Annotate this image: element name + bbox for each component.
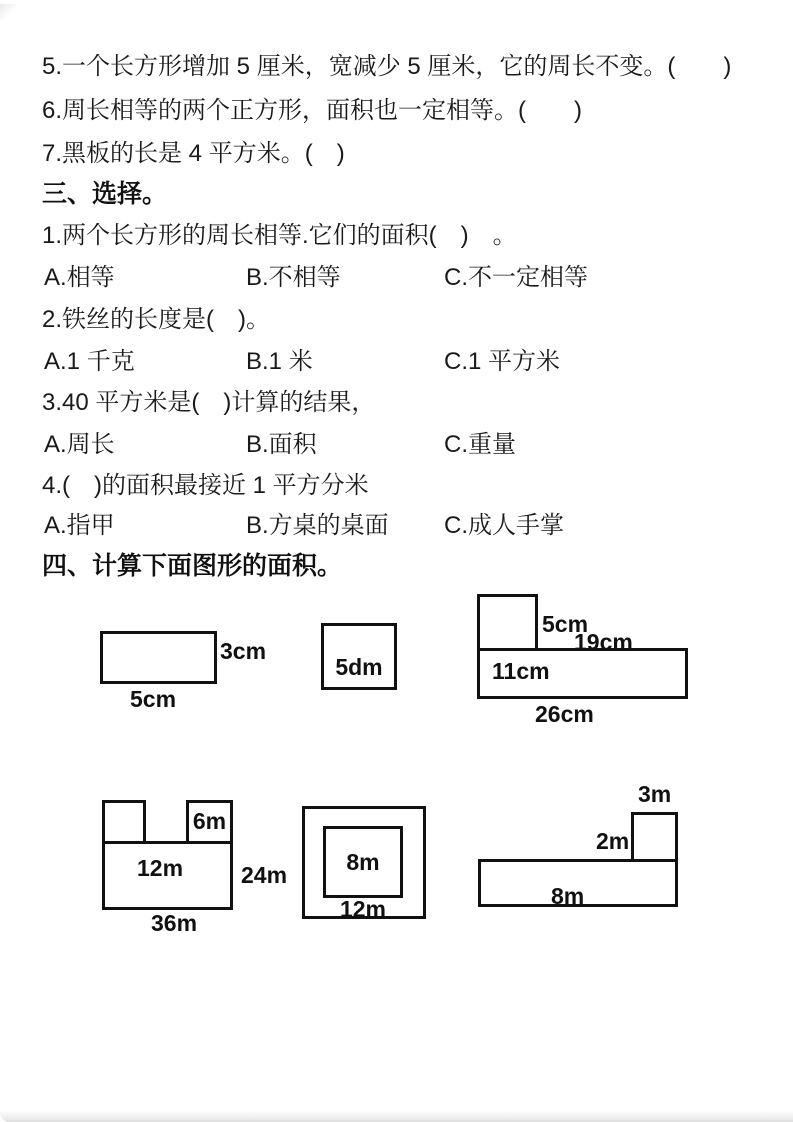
mc-question-2-options bbox=[44, 347, 764, 377]
page-edge-shadow bbox=[0, 1110, 793, 1122]
figure6-side-label: 2m bbox=[596, 828, 630, 854]
figure5-inner-width-label: 12m bbox=[339, 896, 387, 922]
option-a: A.1 千克 bbox=[44, 348, 135, 375]
mc-question-1: 1.两个长方形的周长相等.它们的面积( ) 。 bbox=[42, 222, 517, 249]
figure3-rect-height-label: 11cm bbox=[492, 658, 550, 684]
figure3-square-height-label: 5cm bbox=[542, 611, 589, 637]
option-c: C.不一定相等 bbox=[444, 264, 588, 291]
option-c: C.重量 bbox=[444, 431, 516, 458]
figure1-rectangle bbox=[100, 631, 217, 684]
tf-question-5: 5.一个长方形增加 5 厘米，宽减少 5 厘米，它的周长不变。( ) bbox=[42, 53, 732, 80]
mc-question-3-options bbox=[44, 430, 764, 460]
figure4-side-label: 24m bbox=[241, 862, 288, 888]
option-b: B.面积 bbox=[246, 431, 317, 458]
option-b: B.1 米 bbox=[246, 348, 313, 375]
option-c: C.1 平方米 bbox=[444, 348, 561, 375]
section4-heading: 四、计算下面图形的面积。 bbox=[42, 552, 343, 580]
figure2-side-label: 5dm bbox=[335, 654, 383, 680]
figure3-top-width-label: 19cm bbox=[574, 629, 633, 655]
figure1-height-label: 3cm bbox=[220, 638, 267, 664]
section3-heading: 三、选择。 bbox=[42, 180, 168, 208]
mc-question-2: 2.铁丝的长度是( )。 bbox=[42, 306, 270, 333]
mc-question-4: 4.( )的面积最接近 1 平方分米 bbox=[42, 472, 369, 499]
figure4-small-square-label: 6m bbox=[192, 808, 227, 834]
figure4-left-small-square bbox=[102, 800, 146, 844]
option-b: B.不相等 bbox=[246, 264, 341, 291]
figure1-width-label: 5cm bbox=[130, 686, 177, 712]
option-c: C.成人手掌 bbox=[444, 512, 564, 539]
figure5-inner-label: 8m bbox=[346, 849, 380, 875]
option-a: A.相等 bbox=[44, 264, 115, 291]
figure6-top-label: 3m bbox=[638, 781, 672, 807]
mc-question-3: 3.40 平方米是( )计算的结果， bbox=[42, 389, 376, 416]
mc-question-4-options bbox=[44, 511, 764, 541]
figure6-small-square bbox=[631, 812, 678, 862]
tf-question-6: 6.周长相等的两个正方形，面积也一定相等。( ) bbox=[42, 97, 582, 124]
mc-question-1-options bbox=[44, 263, 764, 293]
figure6-bottom-label: 8m bbox=[551, 883, 585, 909]
tf-question-7: 7.黑板的长是 4 平方米。( ) bbox=[42, 140, 345, 167]
scan-corner-artifact bbox=[0, 4, 16, 20]
option-b: B.方桌的桌面 bbox=[246, 512, 389, 539]
figure4-inner-label: 12m bbox=[137, 855, 184, 881]
figure3-bottom-width-label: 26cm bbox=[535, 701, 594, 727]
figure3-top-square bbox=[477, 594, 538, 651]
figure4-bottom-label: 36m bbox=[151, 910, 198, 936]
option-a: A.周长 bbox=[44, 431, 115, 458]
option-a: A.指甲 bbox=[44, 512, 115, 539]
